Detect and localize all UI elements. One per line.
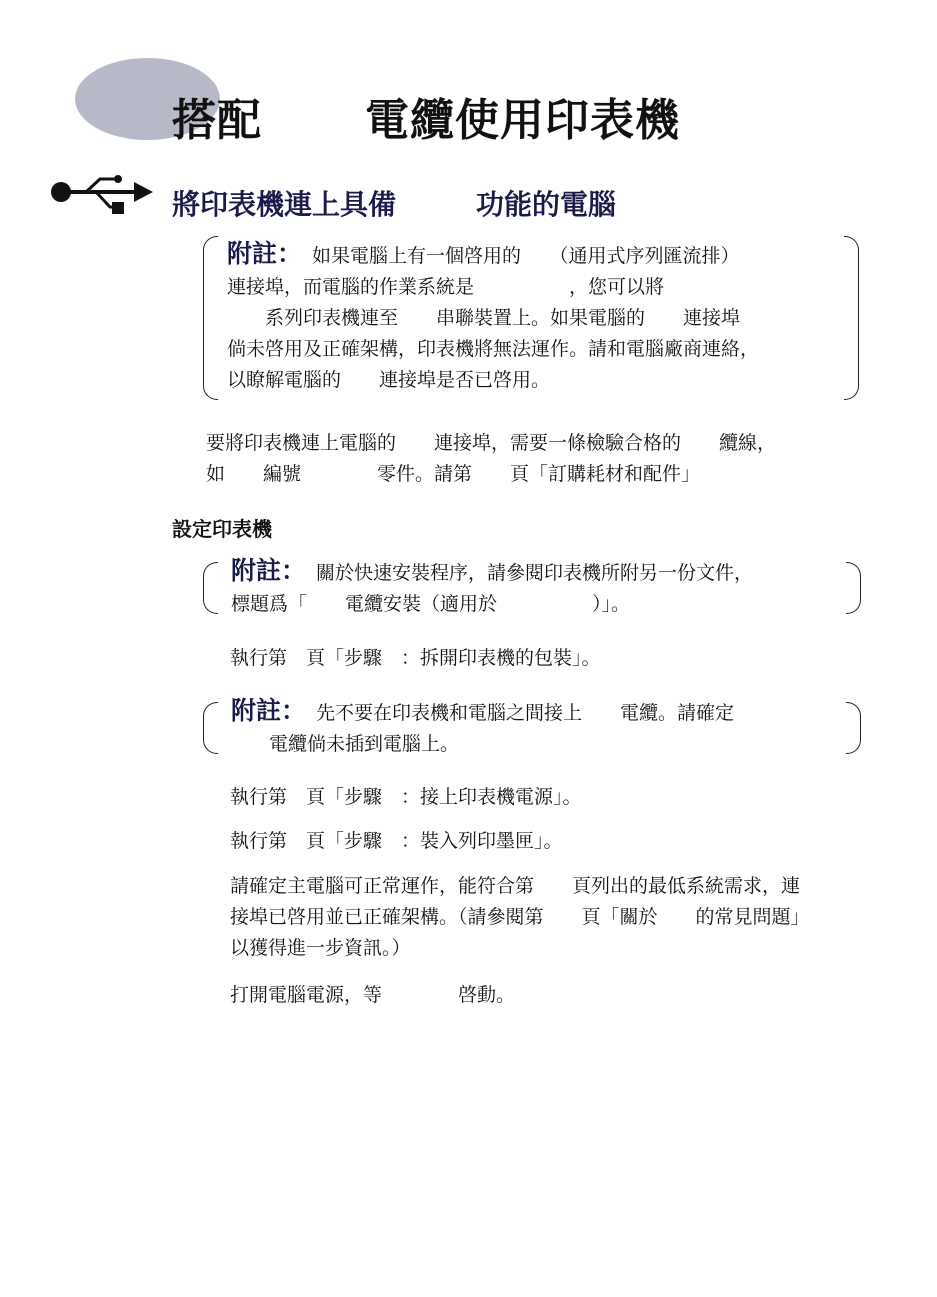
step-check-system bbox=[230, 871, 810, 964]
intro-paragraph bbox=[206, 428, 776, 490]
note-label: 附註： bbox=[231, 696, 307, 725]
usb-section-heading bbox=[172, 183, 616, 223]
note-line: 電纜倘未插到電腦上。 bbox=[231, 733, 460, 755]
note-bracket-right bbox=[844, 236, 859, 400]
note-bracket-left bbox=[203, 702, 218, 754]
note-box-cable-warning bbox=[203, 696, 861, 755]
note-line: 連接埠，而電腦的作業系統是 ，您可以將 bbox=[227, 276, 665, 298]
note-label: 附註： bbox=[231, 556, 307, 585]
usb-icon bbox=[50, 175, 154, 217]
note-line: 以瞭解電腦的 連接埠是否已啓用。 bbox=[227, 369, 551, 391]
step-line: 接埠已啓用並已正確架構。（請參閱第 頁「關於 的常見問題」 bbox=[230, 906, 810, 928]
step-line: 以獲得進一步資訊。） bbox=[230, 937, 411, 959]
note-bracket-left bbox=[203, 562, 218, 614]
note-line: 標題爲「 電纜安裝（適用於 ）」。 bbox=[231, 593, 631, 615]
setup-heading: 設定印表機 bbox=[172, 517, 272, 541]
step-line: 請確定主電腦可正常運作，能符合第 頁列出的最低系統需求，連 bbox=[230, 875, 801, 897]
note-bracket-right bbox=[846, 702, 861, 754]
usb-heading-part-2: 功能的電腦 bbox=[476, 188, 617, 221]
note-bracket-right bbox=[846, 562, 861, 614]
page-title bbox=[172, 84, 680, 148]
note-text bbox=[231, 555, 839, 620]
note-text bbox=[227, 238, 837, 396]
note-line: 倘未啓用及正確架構，印表機將無法運作。請和電腦廠商連絡， bbox=[227, 338, 760, 360]
note-line: 先不要在印表機和電腦之間接上 電纜。請確定 bbox=[316, 702, 735, 724]
note-line: 如果電腦上有一個啓用的 （通用式序列匯流排） bbox=[312, 245, 740, 267]
page-title-part-1: 搭配 bbox=[172, 95, 262, 146]
step-cartridges: 執行第 頁「步驟 ：裝入列印墨匣」。 bbox=[230, 830, 563, 852]
step-power-on: 打開電腦電源，等 啓動。 bbox=[230, 984, 516, 1006]
note-label: 附註： bbox=[227, 239, 303, 268]
page-title-part-2: 電纜使用印表機 bbox=[365, 95, 680, 146]
note-line: 系列印表機連至 串聯裝置上。如果電腦的 連接埠 bbox=[227, 307, 741, 329]
note-box-usb-requirements bbox=[203, 236, 859, 400]
step-unpack: 執行第 頁「步驟 ：拆開印表機的包裝」。 bbox=[230, 647, 601, 669]
intro-line: 要將印表機連上電腦的 連接埠，需要一條檢驗合格的 纜線， bbox=[206, 432, 777, 454]
note-text bbox=[231, 695, 839, 760]
usb-heading-part-1: 將印表機連上具備 bbox=[172, 188, 397, 221]
note-line: 關於快速安裝程序，請參閱印表機所附另一份文件， bbox=[316, 562, 754, 584]
note-bracket-left bbox=[203, 236, 218, 400]
note-box-quick-install bbox=[203, 556, 861, 615]
step-power: 執行第 頁「步驟 ：接上印表機電源」。 bbox=[230, 786, 582, 808]
intro-line: 如 編號 零件。請第 頁「訂購耗材和配件」 bbox=[206, 463, 701, 485]
